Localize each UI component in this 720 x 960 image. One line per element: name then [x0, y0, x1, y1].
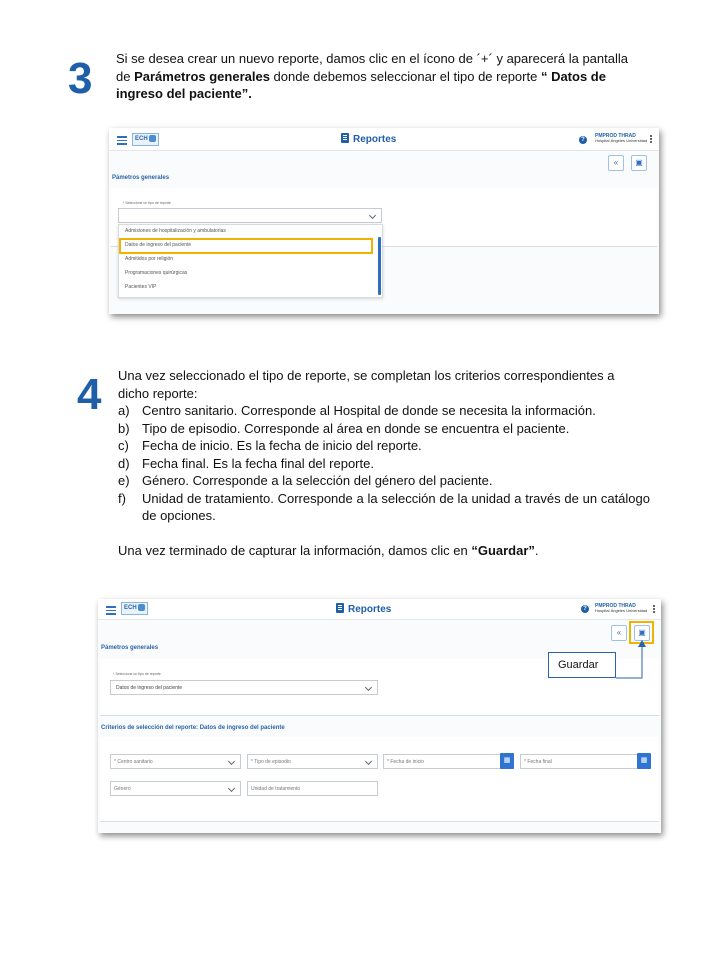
list-item — [118, 472, 650, 490]
logo-text: ECH — [124, 605, 137, 611]
list-marker: d) — [118, 455, 130, 471]
save-button[interactable]: ▣ — [631, 155, 647, 171]
step-3-number: 3 — [68, 54, 93, 103]
list-item — [118, 455, 650, 473]
section-title: Pámetros generales — [112, 175, 170, 181]
option-3[interactable]: Programaciones quirúrgicas — [125, 270, 188, 276]
list-item — [118, 490, 650, 525]
selected-report-value: Datos de ingreso del paciente — [116, 684, 183, 691]
back-button[interactable]: « — [608, 155, 624, 171]
calendar-icon[interactable]: ▦ — [637, 753, 651, 769]
page-title — [341, 133, 396, 145]
list-marker: e) — [118, 473, 130, 488]
step-3-line-3 — [116, 85, 650, 103]
list-text: Tipo de episodio. Corresponde al área en donde se encuentra el paciente. — [142, 420, 570, 436]
fecha-final-label: * Fecha final — [524, 758, 552, 765]
app-topbar — [109, 128, 659, 151]
step-3-line-2-post: donde debemos seleccionar el tipo de reporte — [269, 68, 541, 84]
menu-icon[interactable] — [106, 604, 116, 617]
list-item — [118, 420, 650, 438]
report-type-label: * Seleccione un tipo de reporte — [123, 201, 171, 205]
help-icon[interactable]: ? — [581, 605, 589, 613]
step-3-line-2 — [116, 68, 650, 86]
option-2[interactable]: Admitidos por religión — [125, 256, 174, 262]
step-3-line-1: Si se desea crear un nuevo reporte, damos clic en el ícono de ´+´ y aparecerá la pantalla — [116, 51, 628, 66]
option-0[interactable]: Admisiones de hospitalización y ambulatorias — [125, 228, 226, 234]
centro-sanitario-label: * Centro sanitario — [114, 758, 153, 765]
dropdown-scrollbar[interactable] — [378, 237, 381, 295]
criteria-title: Criterios de selección del reporte: Datos de ingreso del paciente — [101, 725, 285, 731]
section-title: Pámetros generales — [101, 645, 159, 651]
reports-icon — [336, 603, 344, 613]
user-info[interactable] — [595, 133, 647, 144]
list-marker: b) — [118, 420, 130, 436]
list-text: Fecha final. Es la fecha final del reporte. — [142, 455, 374, 471]
report-type-select[interactable] — [118, 208, 382, 223]
report-type-label: * Seleccione un tipo de reporte — [113, 672, 161, 676]
callout-arrow-line — [616, 646, 642, 678]
user-name: PMPROD THRAD — [595, 133, 636, 139]
user-info[interactable] — [595, 603, 647, 614]
step-3-bold-parametros: Parámetros generales — [134, 68, 270, 84]
list-text: Unidad de tratamiento. Corresponde a la selección de la unidad a través de un catálogo de opciones. — [142, 490, 650, 523]
criteria-list — [118, 402, 650, 525]
step-4-intro-2: dicho reporte: — [118, 385, 198, 401]
criteria-panel — [100, 737, 659, 822]
report-type-options — [118, 224, 383, 298]
page-title — [336, 603, 391, 615]
list-item — [118, 437, 650, 455]
callout-arrow-head — [638, 640, 646, 647]
step-3-line-2-pre: de — [116, 68, 135, 84]
list-marker: c) — [118, 438, 129, 453]
fecha-final-input[interactable] — [520, 754, 651, 769]
more-options-icon[interactable] — [653, 604, 655, 614]
back-button[interactable]: « — [611, 625, 627, 641]
more-options-icon[interactable] — [650, 134, 652, 144]
guardar-callout: Guardar — [548, 652, 616, 678]
list-marker: f) — [118, 490, 126, 506]
logo-text: ECH — [135, 136, 148, 142]
list-item — [118, 402, 650, 420]
menu-icon[interactable] — [117, 134, 127, 147]
save-button[interactable]: ▣ — [634, 625, 650, 641]
ech-logo — [132, 133, 159, 146]
closing-post: . — [534, 542, 539, 558]
app-topbar — [98, 599, 661, 620]
user-name: PMPROD THRAD — [595, 603, 636, 609]
centro-sanitario-select[interactable] — [110, 754, 241, 769]
page-title-text: Reportes — [353, 134, 397, 145]
step-4-closing — [118, 542, 650, 560]
step-4-number: 4 — [77, 370, 102, 419]
list-text: Centro sanitario. Corresponde al Hospital de donde se necesita la información. — [142, 403, 596, 418]
chevron-down-icon — [365, 758, 372, 765]
option-1[interactable]: Datos de ingreso del paciente — [125, 242, 192, 248]
closing-bold-guardar: “Guardar” — [471, 542, 535, 558]
screenshot-report-type-dropdown — [109, 128, 659, 314]
help-icon[interactable]: ? — [579, 136, 587, 144]
reports-icon — [341, 133, 349, 143]
closing-pre: Una vez terminado de capturar la información, damos clic en — [118, 542, 472, 558]
chevron-down-icon — [228, 785, 235, 792]
list-text: Fecha de inicio. Es la fecha de inicio del reporte. — [142, 438, 422, 453]
page-title-text: Reportes — [348, 604, 392, 615]
highlight-selected-option — [119, 238, 373, 254]
step-3-bold-ingreso: ingreso del paciente”. — [116, 86, 252, 101]
chevron-down-icon — [228, 758, 235, 765]
calendar-icon[interactable]: ▦ — [500, 753, 514, 769]
step-3-text — [116, 50, 650, 103]
user-org: Hospital Ángeles Universidad — [595, 608, 648, 613]
step-4-text — [118, 367, 650, 559]
chevron-down-icon — [365, 684, 372, 691]
fecha-inicio-input[interactable] — [383, 754, 514, 769]
list-text: Género. Corresponde a la selección del género del paciente. — [142, 473, 493, 488]
step-3-bold-datos: “ Datos de — [540, 68, 606, 84]
unidad-tratamiento-label: Unidad de tratamiento — [251, 785, 301, 792]
fecha-inicio-label: * Fecha de inicio — [387, 758, 424, 765]
unidad-tratamiento-input[interactable] — [247, 781, 378, 796]
option-4[interactable]: Pacientes VIP — [125, 284, 157, 290]
report-type-select[interactable] — [110, 680, 378, 695]
genero-label: Género — [114, 785, 131, 792]
genero-select[interactable] — [110, 781, 241, 796]
tipo-episodio-select[interactable] — [247, 754, 378, 769]
chevron-down-icon — [369, 212, 376, 219]
user-org: Hospital Ángeles Universidad — [595, 138, 648, 143]
screenshot-report-criteria — [98, 599, 661, 833]
tipo-episodio-label: * Tipo de episodio — [251, 758, 291, 765]
ech-logo — [121, 602, 148, 615]
step-4-intro-1: Una vez seleccionado el tipo de reporte, se completan los criterios correspondientes a — [118, 368, 615, 383]
list-marker: a) — [118, 403, 130, 418]
